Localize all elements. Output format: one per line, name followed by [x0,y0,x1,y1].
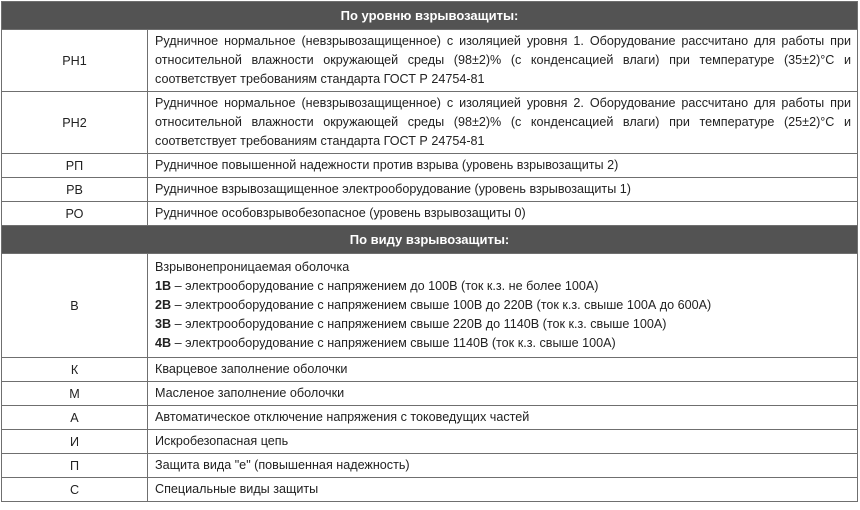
description-cell: Рудничное повышенной надежности против взрыва (уровень взрывозащиты 2) [148,154,858,178]
description-cell: Автоматическое отключение напряжения с токоведущих частей [148,406,858,430]
table-row [2,454,858,478]
description-cell: Рудничное нормальное (невзрывозащищенное) с изоляцией уровня 2. Оборудование рассчитано для работы при относительной влажности окружающей среды (98±2)% (с конденсацией влаги) при температуре (25±2)°С и соответствует требованиям стандарта ГОСТ Р 24754-81 [148,92,858,154]
voltage-class-item [155,277,851,296]
voltage-class-code: 4В [155,336,172,350]
explosion-protection-table [1,1,858,502]
code-cell: И [2,430,148,454]
description-cell: Защита вида "е" (повышенная надежность) [148,454,858,478]
description-cell: Специальные виды защиты [148,478,858,502]
table-row [2,358,858,382]
voltage-class-text: – электрооборудование с напряжением свыше 220В до 1140В (ток к.з. свыше 100А) [171,317,667,331]
voltage-class-text: – электрооборудование с напряжением до 100В (ток к.з. не более 100А) [171,279,599,293]
table-row [2,254,858,358]
voltage-class-text: – электрооборудование с напряжением свыше 100В до 220В (ток к.з. свыше 100А до 600А) [171,298,712,312]
table-row [2,154,858,178]
table-row [2,430,858,454]
code-cell: РН2 [2,92,148,154]
section-title: По виду взрывозащиты: [2,226,858,254]
code-cell: С [2,478,148,502]
voltage-class-item [155,334,851,353]
description-cell: Рудничное нормальное (невзрывозащищенное) с изоляцией уровня 1. Оборудование рассчитано для работы при относительной влажности окружающей среды (98±2)% (с конденсацией влаги) при температуре (35±2)°С и соответствует требованиям стандарта ГОСТ Р 24754-81 [148,30,858,92]
voltage-class-code: 1В [155,279,172,293]
table-row [2,202,858,226]
table-row [2,382,858,406]
code-cell: М [2,382,148,406]
code-cell: В [2,254,148,358]
code-cell: А [2,406,148,430]
voltage-class-code: 2В [155,298,172,312]
code-cell: РП [2,154,148,178]
table-row [2,406,858,430]
enclosure-heading: Взрывонепроницаемая оболочка [155,260,350,274]
table-row [2,478,858,502]
description-cell: Рудничное взрывозащищенное электрооборудование (уровень взрывозащиты 1) [148,178,858,202]
description-cell: Кварцевое заполнение оболочки [148,358,858,382]
code-cell: РВ [2,178,148,202]
table-row [2,178,858,202]
description-cell: Рудничное особовзрывобезопасное (уровень взрывозащиты 0) [148,202,858,226]
voltage-class-item [155,296,851,315]
table-row [2,30,858,92]
voltage-class-item [155,315,851,334]
section-header-protection-type [2,226,858,254]
description-cell [148,254,858,358]
code-cell: П [2,454,148,478]
voltage-class-text: – электрооборудование с напряжением свыше 1140В (ток к.з. свыше 100А) [171,336,616,350]
table-row [2,92,858,154]
section-title: По уровню взрывозащиты: [2,2,858,30]
description-cell: Искробезопасная цепь [148,430,858,454]
code-cell: РН1 [2,30,148,92]
code-cell: К [2,358,148,382]
voltage-class-code: 3В [155,317,172,331]
description-cell: Масленое заполнение оболочки [148,382,858,406]
code-cell: РО [2,202,148,226]
section-header-protection-level [2,2,858,30]
